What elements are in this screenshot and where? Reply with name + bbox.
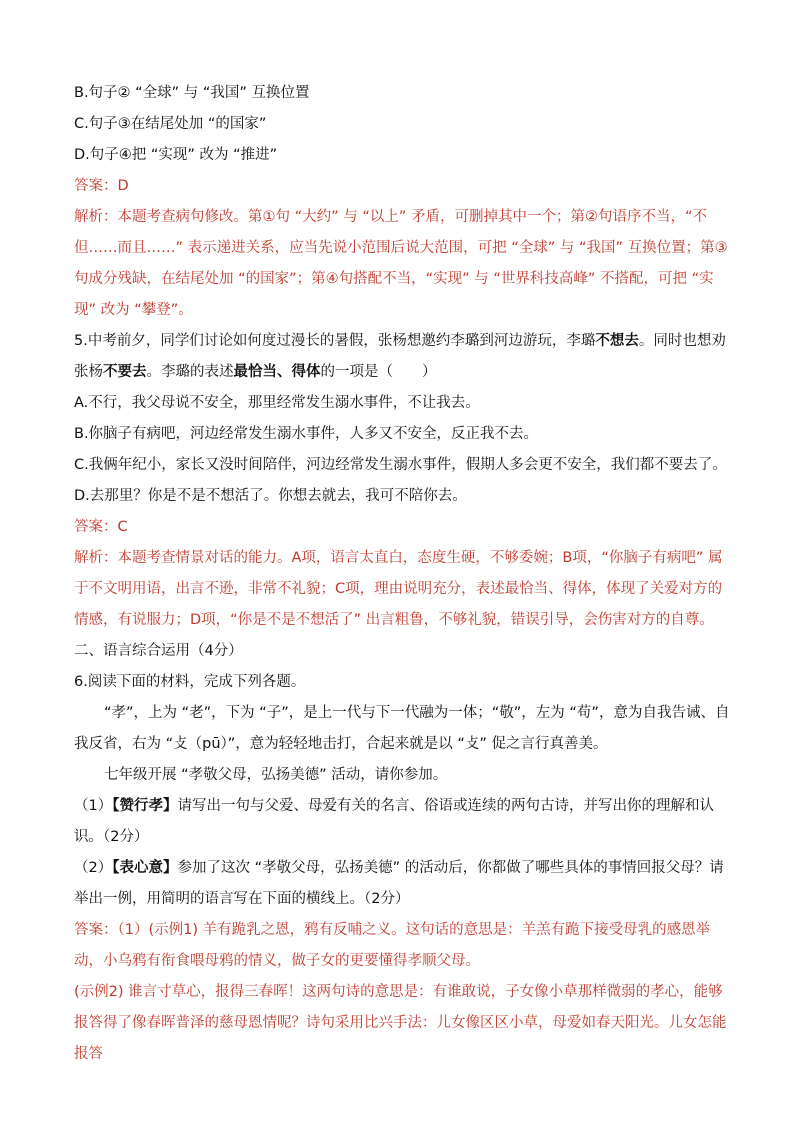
q5-stem-text-2: 。同时也想劝张杨: [74, 333, 726, 380]
q6-sub1-number: （1）: [74, 798, 113, 814]
q5-stem-text-3: 。李璐的表述: [146, 364, 234, 380]
q6-answer-2: (示例2) 谁言寸草心，报得三春晖！这两句诗的意思是：有谁敢说，子女像小草那样微弱的孝心，能够报答得了像春晖普泽的慈母恩情呢？诗句采用比兴手法：儿女像区区小草，母爱如春天阳光。儿女怎能报答: [74, 984, 727, 1062]
q5-answer: 答案：C: [74, 519, 128, 535]
q6-answer-1: 答案：（1）(示例1) 羊有跪乳之恩，鸦有反哺之义。这句话的意思是：羊羔有跪下接受母乳的感恩举动，小乌鸦有衔食喂母鸦的情义，做子女的更要懂得孝顺父母。: [74, 922, 711, 969]
q6-sub1-tag: 【赞行孝】: [112, 798, 178, 814]
q5-option-a: A.不行，我父母说不安全，那里经常发生溺水事件，不让我去。: [74, 395, 480, 411]
q4-answer: 答案：D: [74, 178, 129, 194]
q6-sub2: [74, 853, 734, 915]
document-page: [74, 78, 734, 1070]
q5-analysis: 解析：本题考查情景对话的能力。A项，语言太直白，态度生硬，不够委婉；B项，“你脑子有病吧” 属于不文明用语，出言不逊，非常不礼貌；C项，理由说明充分，表述最恰当、得体，体现了关爱对方的情感，有说服力；D项，“你是不是不想活了” 出言粗鲁，不够礼貌，错误引导，会伤害对方的自尊。: [74, 550, 723, 628]
q5-option-d: D.去那里？你是不是不想活了。你想去就去，我可不陪你去。: [74, 488, 467, 504]
q6-sub2-text: 参加了这次 “孝敬父母，弘扬美德” 的活动后，你都做了哪些具体的事情回报父母？请举出一例，用简明的语言写在下面的横线上。（2分）: [74, 860, 724, 907]
q4-analysis: 解析：本题考查病句修改。第①句 “大约” 与 “以上” 矛盾，可删掉其中一个；第②句语序不当，“不但……而且……” 表示递进关系，应当先说小范围后说大范围，可把 “全球” 与 “我国” 互换位置；第③句成分残缺，在结尾处加 “的国家”；第④句搭配不当，“实现” 与 “世界科技高峰” 不搭配，可把 “实现” 改为 “攀登”。: [74, 209, 728, 318]
q6-sub2-tag: 【表心意】: [112, 860, 178, 876]
q5-stem-text-4: 的一项是（ ）: [320, 364, 437, 380]
q5-stem-bold-3: 最恰当、得体: [233, 364, 321, 380]
q4-option-b: B.句子② “全球” 与 “我国” 互换位置: [74, 85, 310, 101]
q6-material-2: 七年级开展 “孝敬父母，弘扬美德” 活动，请你参加。: [104, 767, 448, 783]
q5-option-b: B.你脑子有病吧，河边经常发生溺水事件，人多又不安全，反正我不去。: [74, 426, 539, 442]
q5-stem-bold-1: 不想去: [595, 333, 639, 349]
q6-sub1-text: 请写出一句与父爱、母爱有关的名言、俗语或连续的两句古诗，并写出你的理解和认识。（2分）: [74, 798, 714, 845]
q4-option-d: D.句子④把 “实现” 改为 “推进”: [74, 147, 278, 163]
q6-sub2-number: （2）: [74, 860, 113, 876]
q5-stem: [74, 326, 734, 388]
q5-stem-bold-2: 不要去: [103, 364, 147, 380]
q4-option-c: C.句子③在结尾处加 “的国家”: [74, 116, 267, 132]
q6-sub1: [74, 791, 734, 853]
q6-material-1: “孝”，上为 “老”，下为 “子”，是上一代与下一代融为一体；“敬”，左为 “苟”，意为自我告诫、自我反省，右为 “攴（pū）”，意为轻轻地击打，合起来就是以 “攴” 促之言行真善美。: [74, 705, 730, 752]
q6-stem: 6.阅读下面的材料，完成下列各题。: [74, 674, 306, 690]
q5-option-c: C.我俩年纪小，家长又没时间陪伴，河边经常发生溺水事件，假期人多会更不安全，我们都不要去了。: [74, 457, 727, 473]
section-title: 二、语言综合运用（4分）: [74, 643, 243, 659]
q5-stem-text-1: 5.中考前夕，同学们讨论如何度过漫长的暑假，张杨想邀约李璐到河边游玩，李璐: [74, 333, 596, 349]
